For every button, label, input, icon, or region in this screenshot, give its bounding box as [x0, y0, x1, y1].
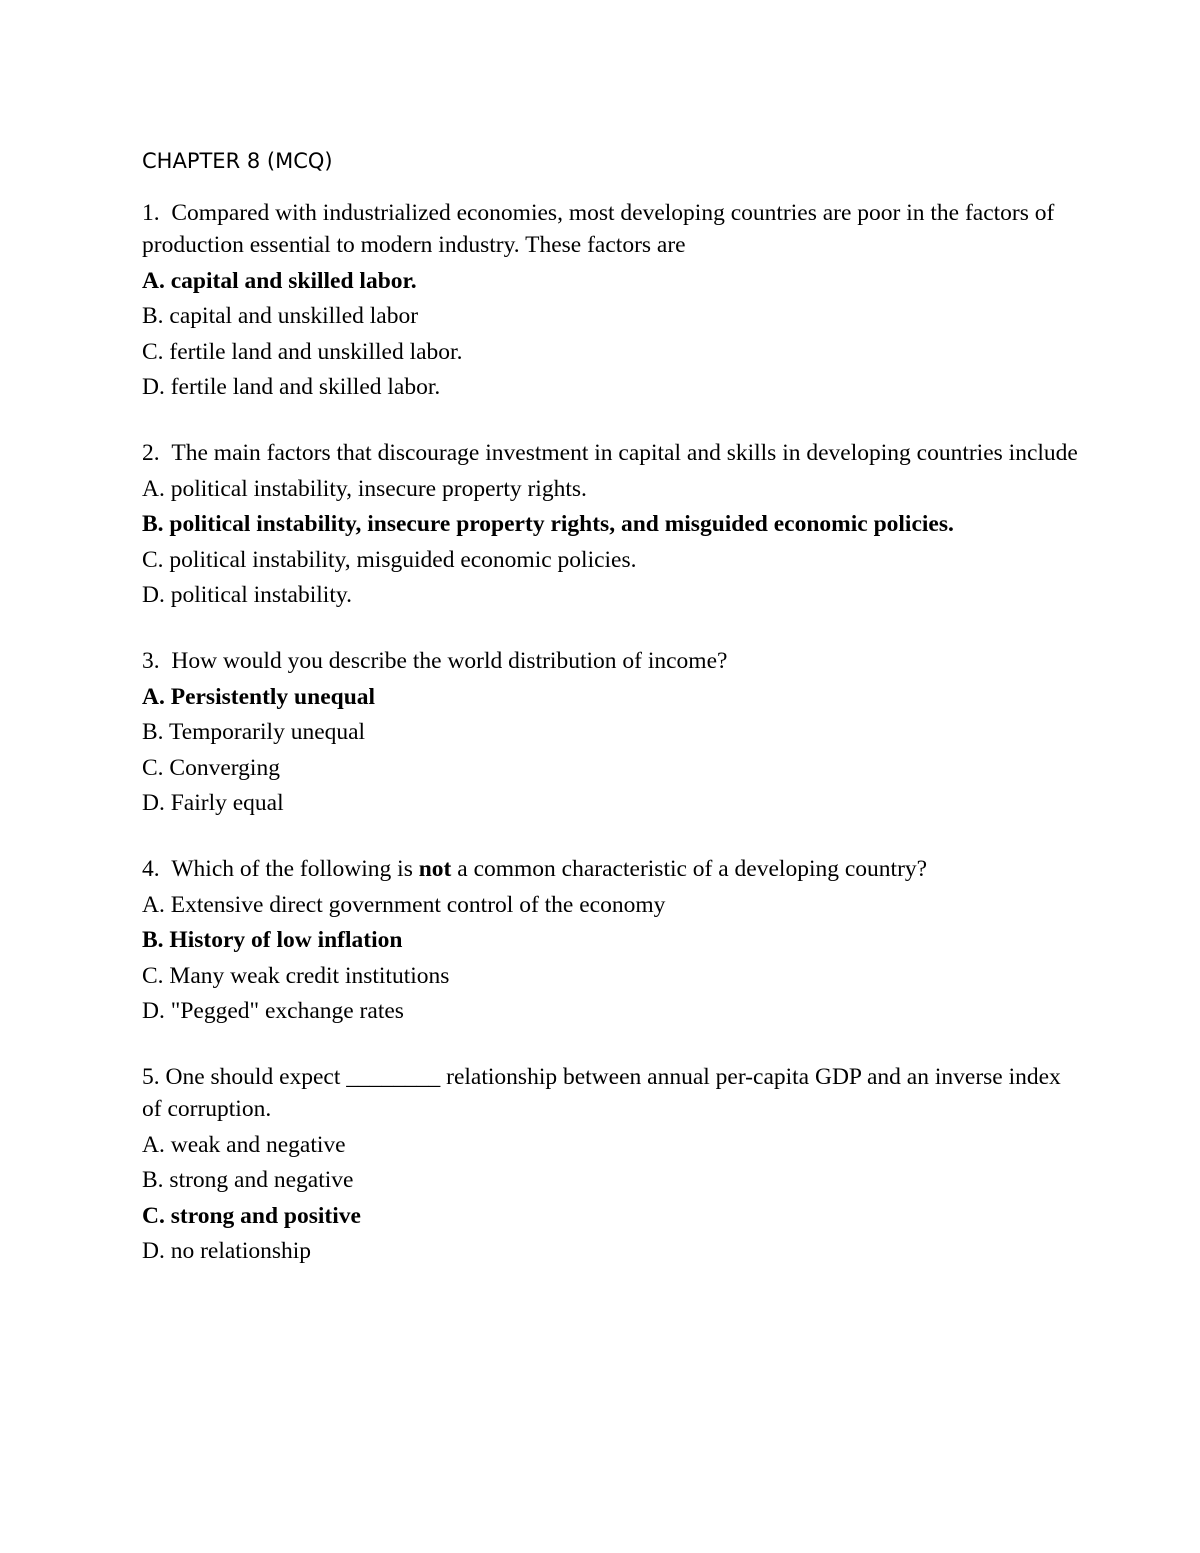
question-text: How would you describe the world distribution of income?	[171, 648, 728, 674]
answer-option: D. "Pegged" exchange rates	[142, 998, 404, 1024]
question-stem	[142, 197, 1082, 261]
question-text-after: a common characteristic of a developing country?	[457, 856, 928, 882]
answer-option-correct: C. strong and positive	[142, 1202, 361, 1229]
answer-option: C. Converging	[142, 754, 280, 781]
answer-option: A. Extensive direct government control of the economy	[142, 891, 666, 918]
question-stem	[142, 437, 1082, 469]
question-5	[142, 1061, 1082, 1267]
answer-option: C. fertile land and unskilled labor.	[142, 338, 463, 365]
answer-option: C. political instability, misguided economic policies.	[142, 546, 637, 573]
question-emphasis: not	[418, 856, 452, 882]
answer-option-correct: B. political instability, insecure property rights, and misguided economic policies.	[142, 511, 954, 537]
question-stem	[142, 853, 1082, 885]
document-page	[142, 143, 1082, 1301]
question-3	[142, 645, 1082, 819]
answer-option: B. capital and unskilled labor	[142, 303, 419, 329]
question-number: 3.	[142, 648, 160, 674]
answer-option-correct: A. capital and skilled labor.	[142, 267, 417, 294]
answer-option-correct: A. Persistently unequal	[142, 683, 376, 710]
question-text: One should expect ________ relationship between annual per-capita GDP and an inverse index of corruption.	[142, 1064, 1061, 1122]
answer-option-correct: B. History of low inflation	[142, 927, 403, 953]
question-number: 2.	[142, 440, 160, 466]
question-4	[142, 853, 1082, 1027]
chapter-title: CHAPTER 8 (MCQ)	[142, 149, 333, 173]
question-2	[142, 437, 1082, 611]
answer-option: C. Many weak credit institutions	[142, 962, 450, 989]
question-text: The main factors that discourage investment in capital and skills in developing countries include	[171, 440, 1078, 466]
answer-option: D. Fairly equal	[142, 790, 284, 816]
question-stem	[142, 645, 1082, 677]
question-number: 4.	[142, 856, 160, 882]
answer-option: A. weak and negative	[142, 1131, 346, 1158]
answer-option: D. no relationship	[142, 1238, 312, 1264]
question-text: Compared with industrialized economies, most developing countries are poor in the factors of production essential to modern industry. These factors are	[142, 200, 1055, 258]
question-text-before: Which of the following is	[171, 856, 413, 882]
answer-option: B. Temporarily unequal	[142, 719, 366, 745]
question-1	[142, 197, 1082, 403]
answer-option: A. political instability, insecure property rights.	[142, 475, 587, 502]
answer-option: D. political instability.	[142, 582, 352, 608]
answer-option: B. strong and negative	[142, 1167, 354, 1193]
question-number: 1.	[142, 200, 160, 226]
answer-option: D. fertile land and skilled labor.	[142, 374, 441, 400]
question-number: 5.	[142, 1064, 160, 1090]
question-stem	[142, 1061, 1082, 1125]
